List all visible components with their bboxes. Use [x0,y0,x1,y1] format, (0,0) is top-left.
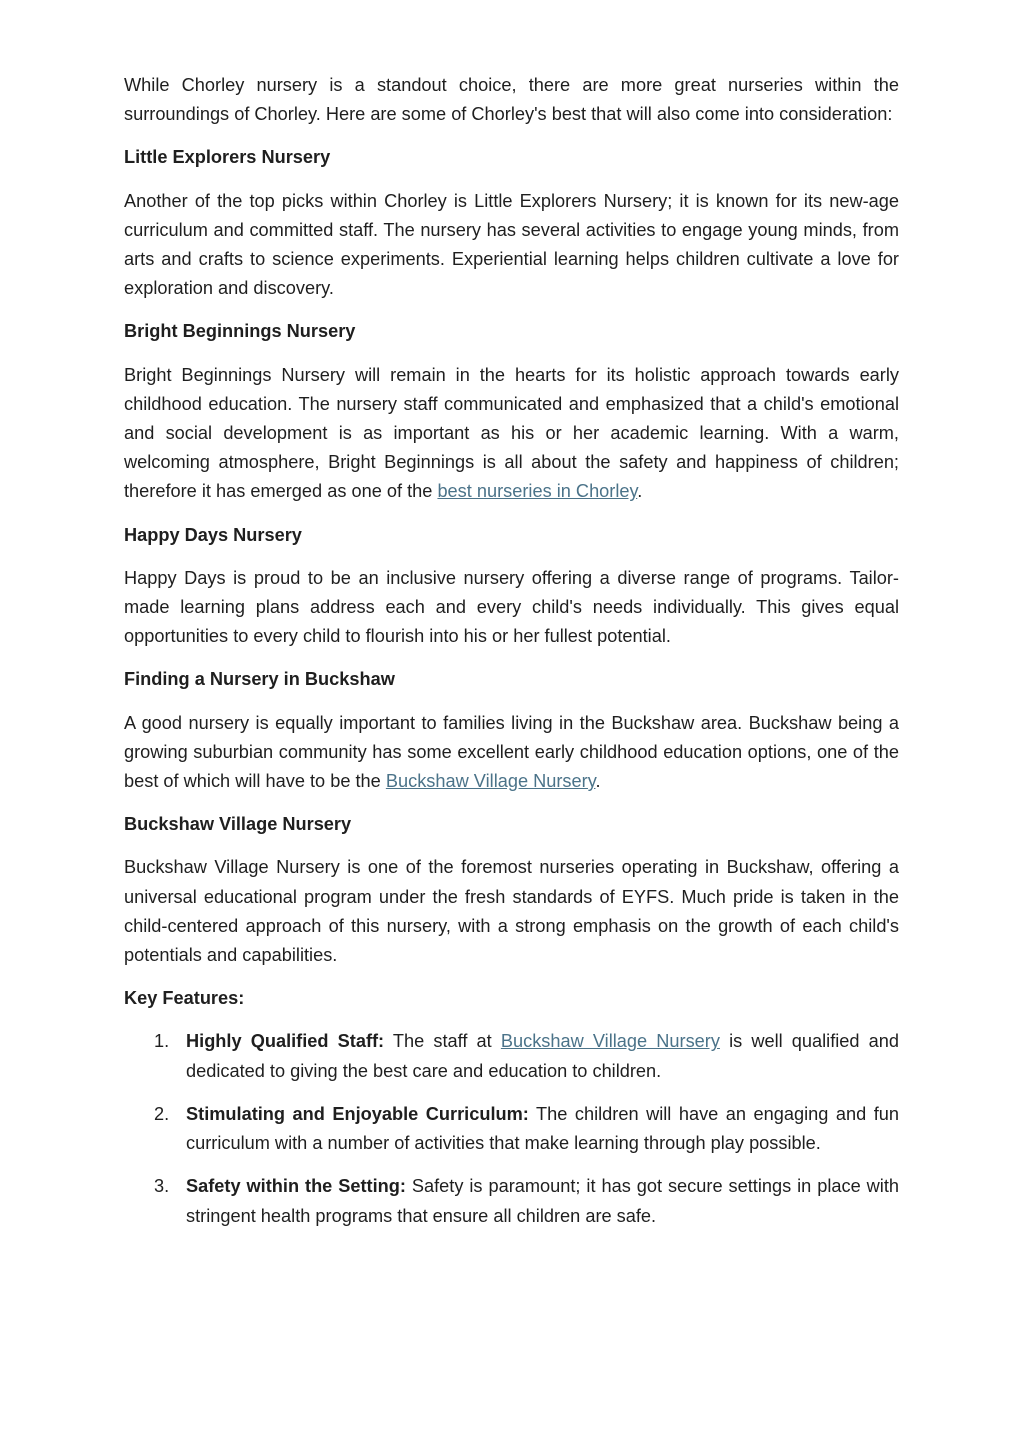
heading-happy-days: Happy Days Nursery [124,524,302,545]
heading-buckshaw-village: Buckshaw Village Nursery [124,814,352,835]
buckshaw-village-nursery-link[interactable]: Buckshaw Village Nursery [385,771,596,792]
list-item [124,1100,899,1158]
intro-paragraph: While Chorley nursery is a standout choice, there are more great nurseries within the surroundings of Chorley. Here are some of Chorley's best that will also come into consideration: [124,75,899,125]
list-item-number: 2. [154,1103,170,1124]
finding-buckshaw-text: A good nursery is equally important to families living in the Buckshaw area. Buckshaw being a growing suburbian community has some excellent early childhood education options, one of the best of which will have to be the [124,712,899,792]
finding-buckshaw-period: . [595,771,601,792]
little-explorers-paragraph: Another of the top picks within Chorley is Little Explorers Nursery; it is known for its new-age curriculum and committed staff. The nursery has several activities to engage young minds, from arts and crafts to science experiments. Experiential learning helps children cultivate a love for exploration and discovery. [124,190,899,299]
heading-little-explorers: Little Explorers Nursery [124,147,331,168]
heading-finding-buckshaw: Finding a Nursery in Buckshaw [124,669,395,690]
list-item-number: 3. [154,1176,170,1197]
happy-days-paragraph: Happy Days is proud to be an inclusive nursery offering a diverse range of programs. Tailor-made learning plans address each and every child's needs individually. This gives equal opportunities to every child to flourish into his or her fullest potential. [124,567,899,647]
heading-bright-beginnings: Bright Beginnings Nursery [124,321,356,342]
list-item-text: Safety is paramount; it has got secure settings in place with stringent health programs that ensure all children are safe. [186,1176,900,1226]
list-item-text: The children will have an engaging and fun curriculum with a number of activities that make learning through play possible. [186,1103,899,1154]
buckshaw-village-paragraph: Buckshaw Village Nursery is one of the foremost nurseries operating in Buckshaw, offering a universal educational program under the fresh standards of EYFS. Much pride is taken in the child-centered approach of this nursery, with a strong emphasis on the growth of each child's potentials and capabilities. [124,857,899,966]
list-item [124,1027,899,1085]
key-features-list [124,1027,899,1230]
bright-beginnings-text: Bright Beginnings Nursery will remain in the hearts for its holistic approach towards early childhood education. The nursery staff communicated and emphasized that a child's emotional and social development is as important as his or her academic learning. With a warm, welcoming atmosphere, Bright Beginnings is all about the safety and happiness of children; therefore it has emerged as one of the [124,364,899,502]
list-item-text-after: is well qualified and dedicated to giving the best care and education to children. [186,1031,900,1081]
list-item [124,1172,899,1230]
bright-beginnings-paragraph [124,361,899,507]
list-item-term: Stimulating and Enjoyable Curriculum: [186,1103,529,1124]
best-nurseries-link[interactable]: best nurseries in Chorley [437,481,638,502]
list-item-term: Safety within the Setting: [186,1176,406,1197]
finding-buckshaw-paragraph [124,709,899,797]
heading-key-features: Key Features: [124,988,245,1009]
buckshaw-village-nursery-link-2[interactable]: Buckshaw Village Nursery [500,1031,720,1052]
bright-beginnings-period: . [637,481,643,502]
list-item-text: The staff at [384,1031,501,1052]
list-item-term: Highly Qualified Staff: [186,1031,385,1052]
list-item-number: 1. [154,1031,170,1052]
